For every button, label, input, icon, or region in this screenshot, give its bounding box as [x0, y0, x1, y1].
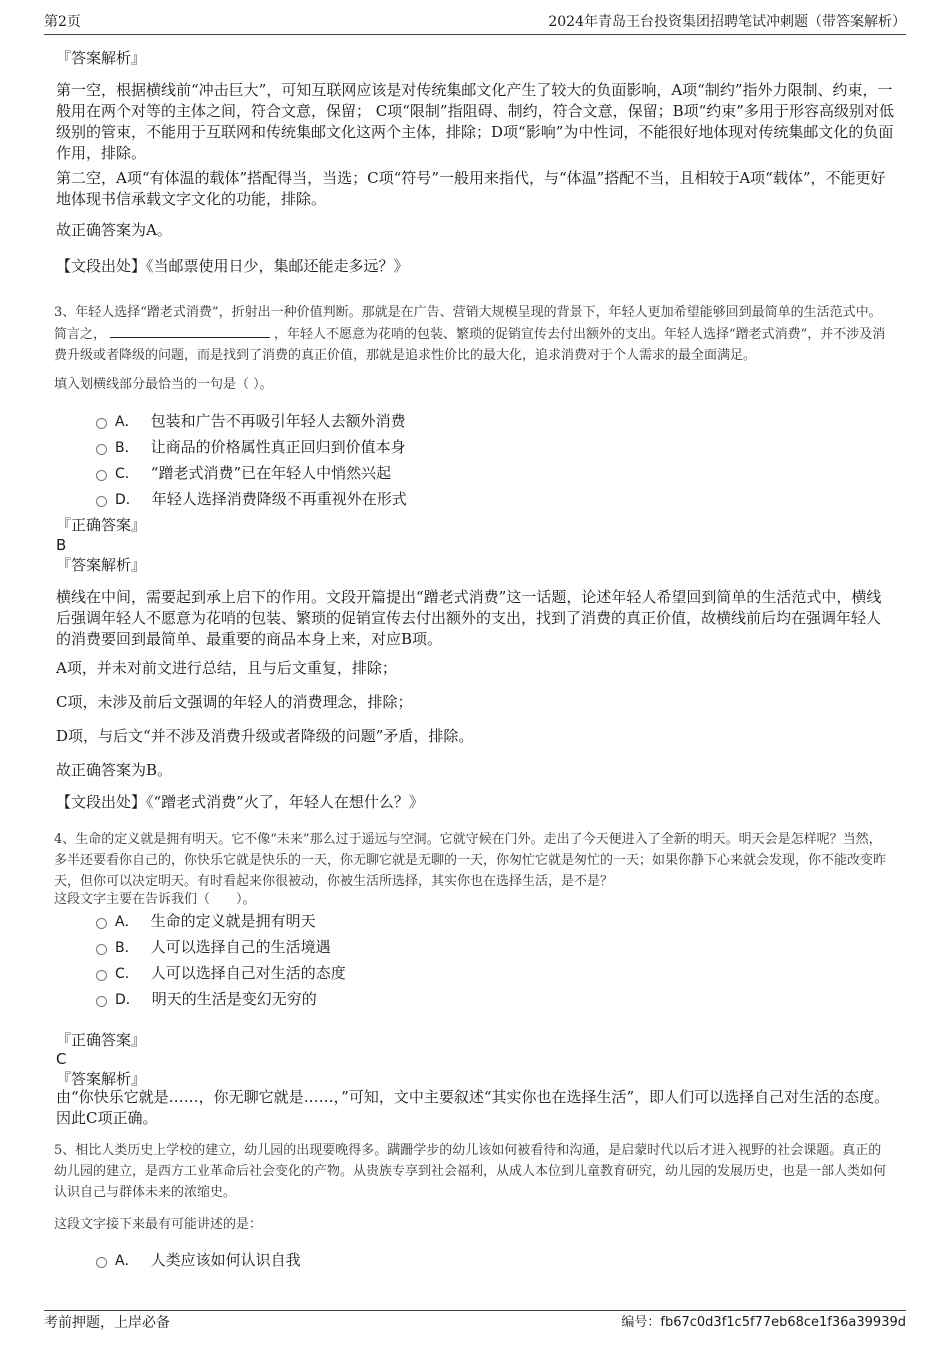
- q3-stem-part-b: ，年轻人不愿意为花哨的包装、繁琐的促销宣传去付出额外的支出。年轻人选择“蹭老式消费”，并不涉及消费升级或者降级的问题，而是找到了消费的真正价值，那就是追求性价比的最大化，追求消费对于个人需求的最全面满足。: [54, 327, 886, 363]
- q3-answer: B: [56, 536, 67, 554]
- q3-option-b[interactable]: B． 让商品的价格属性真正回归到价值本身: [96, 436, 406, 459]
- q4-option-b[interactable]: B． 人可以选择自己的生活境遇: [96, 936, 331, 959]
- q2-analysis-para1: 第一空，根据横线前“冲击巨大”，可知互联网应该是对传统集邮文化产生了较大的负面影响，A项“制约”指外力限制、约束，一般用在两个对等的主体之间，符合文意，保留； C项“限制”指阻碍、制约，符合文意，保留；B项“约束”多用于形容高级别对低级别的管束，不能用于互联网和传统集邮文化这两个主体，排除；D项“影响”为中性词，不能很好地体现对传统集邮文化的负面作用，排除。: [56, 81, 894, 162]
- radio-icon[interactable]: [96, 970, 107, 981]
- q4-option-d[interactable]: D． 明天的生活是变幻无穷的: [96, 988, 317, 1011]
- page-footer: [44, 1310, 906, 1331]
- q4-analysis-label: 『答案解析』: [56, 1070, 147, 1088]
- radio-icon[interactable]: [96, 918, 107, 929]
- radio-icon[interactable]: [96, 444, 107, 455]
- q3-conclusion: 故正确答案为B。: [56, 761, 173, 779]
- q3-analysis-para2: A项，并未对前文进行总结，且与后文重复，排除；: [56, 659, 397, 677]
- q3-analysis-para3: C项，未涉及前后文强调的年轻人的消费理念，排除；: [56, 693, 413, 711]
- q2-conclusion: 故正确答案为A。: [56, 221, 172, 239]
- radio-icon[interactable]: [96, 496, 107, 507]
- q2-analysis-label: 『答案解析』: [56, 49, 147, 67]
- q5-prompt: 这段文字接下来最有可能讲述的是：: [54, 1217, 263, 1232]
- radio-icon[interactable]: [96, 418, 107, 429]
- q5-option-a[interactable]: A． 人类应该如何认识自我: [96, 1249, 301, 1272]
- document-code: 编号：fb67c0d3f1c5f77eb68ce1f36a39939d: [621, 1315, 906, 1330]
- q3-option-d[interactable]: D． 年轻人选择消费降级不再重视外在形式: [96, 488, 407, 511]
- q3-analysis-para4: D项，与后文“并不涉及消费升级或者降级的问题”矛盾，排除。: [56, 727, 474, 745]
- q3-stem-part-a: 3、年轻人选择“蹭老式消费”，折射出一种价值判断。那就是在广告、营销大规模呈现的背景下，年轻人更加希望能够回到最简单的生活范式中。简言之，: [54, 305, 882, 342]
- q4-stem: 4、生命的定义就是拥有明天。它不像“未来”那么过于遥远与空洞。它就守候在门外。走出了今天便进入了全新的明天。明天会是怎样呢？当然，多半还要看你自己的，你快乐它就是快乐的一天，你无聊它就是无聊的一天，你匆忙它就是匆忙的一天；如果你静下心来就会发现，你不能改变昨天，但你可以决定明天。有时看起来你很被动，你被生活所选择，其实你也在选择生活，是不是？: [54, 832, 887, 889]
- radio-icon[interactable]: [96, 944, 107, 955]
- q2-analysis-para2: 第二空，A项“有体温的载体”搭配得当，当选；C项“符号”一般用来指代，与“体温”搭配不当，且相较于A项“载体”，不能更好地体现书信承载文字文化的功能，排除。: [56, 169, 886, 208]
- q4-prompt: 这段文字主要在告诉我们（ ）。: [54, 892, 256, 907]
- q3-option-a[interactable]: A． 包装和广告不再吸引年轻人去额外消费: [96, 410, 406, 433]
- q4-option-a[interactable]: A． 生命的定义就是拥有明天: [96, 910, 316, 933]
- document-title: 2024年青岛王台投资集团招聘笔试冲刺题（带答案解析）: [548, 14, 906, 30]
- q3-source: 【文段出处】《“蹭老式消费”火了，年轻人在想什么？》: [56, 793, 424, 811]
- q3-blank: [110, 323, 270, 338]
- page-number: 第2页: [44, 14, 81, 30]
- q3-option-c[interactable]: C． “蹭老式消费”已在年轻人中悄然兴起: [96, 462, 391, 485]
- q2-source: 【文段出处】《当邮票使用日少，集邮还能走多远？》: [56, 257, 409, 275]
- page-header: [44, 12, 906, 35]
- q4-correct-label: 『正确答案』: [56, 1031, 147, 1049]
- q5-stem: 5、相比人类历史上学校的建立，幼儿园的出现要晚得多。蹒跚学步的幼儿该如何被看待和沟通，是启蒙时代以后才进入视野的社会课题。真正的幼儿园的建立，是西方工业革命后社会变化的产物。从贵族专享到社会福利，从成人本位到儿童教育研究，幼儿园的发展历史，也是一部人类如何认识自己与群体未来的浓缩史。: [54, 1143, 887, 1200]
- radio-icon[interactable]: [96, 1257, 107, 1268]
- q3-stem: [54, 302, 892, 366]
- q3-analysis-label: 『答案解析』: [56, 556, 147, 574]
- q3-analysis-para1: 横线在中间，需要起到承上启下的作用。文段开篇提出“蹭老式消费”这一话题，论述年轻人希望回到简单的生活范式中，横线后强调年轻人不愿意为花哨的包装、繁琐的促销宣传去付出额外的支出，找到了消费的真正价值，故横线前后均在强调年轻人的消费要回到最简单、最重要的商品本身上来，对应B项。: [56, 588, 882, 648]
- footer-slogan: 考前押题，上岸必备: [44, 1315, 170, 1331]
- q4-option-c[interactable]: C． 人可以选择自己对生活的态度: [96, 962, 346, 985]
- radio-icon[interactable]: [96, 996, 107, 1007]
- q4-answer: C: [56, 1050, 67, 1068]
- q3-correct-label: 『正确答案』: [56, 516, 147, 534]
- q3-prompt: 填入划横线部分最恰当的一句是（ ）。: [54, 377, 273, 392]
- q4-analysis: 由“你快乐它就是……，你无聊它就是……，”可知，文中主要叙述“其实你也在选择生活”，即人们可以选择自己对生活的态度。因此C项正确。: [56, 1088, 890, 1127]
- radio-icon[interactable]: [96, 470, 107, 481]
